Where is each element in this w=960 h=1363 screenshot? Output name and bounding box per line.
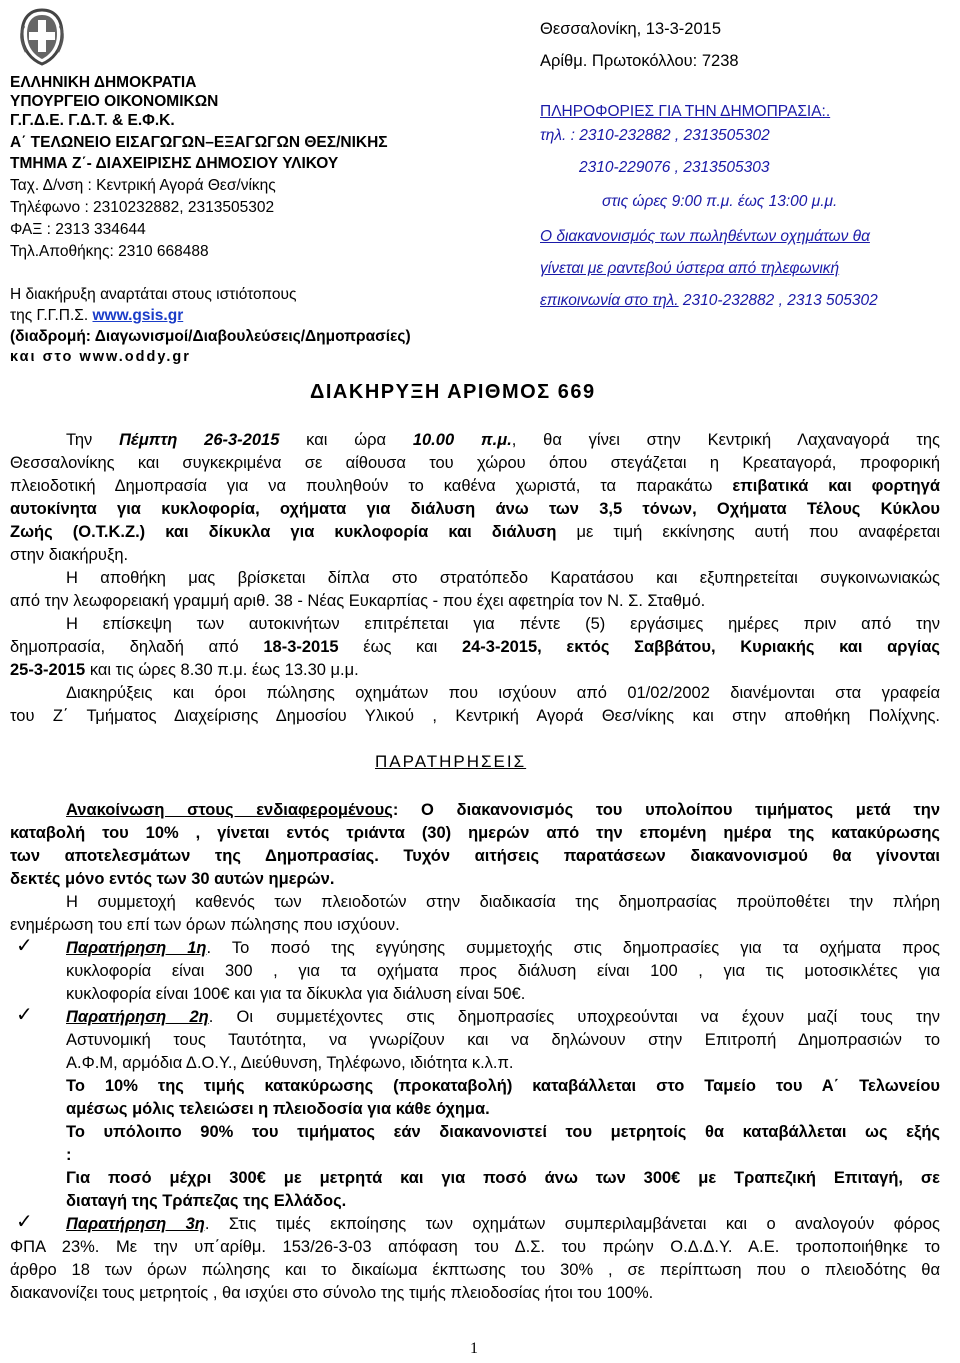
page-number: 1 bbox=[470, 1340, 478, 1357]
para1-line6: στην διακήρυξη. bbox=[10, 546, 129, 564]
info-phone-1: τηλ. : 2310-232882 , 2313505302 bbox=[540, 127, 770, 144]
checkmark-icon: ✓ bbox=[16, 1211, 33, 1233]
para5-line2: ενημέρωση του επί των όρων πώλησης που ισχύουν. bbox=[10, 916, 400, 934]
para1-line2: Θεσσαλονίκης και συγκεκριμένα σε αίθουσα του χώρου όπου στεγάζεται η Κρεαταγορά, προφορική bbox=[10, 454, 940, 472]
info-phone-2: 2310-229076 , 2313505303 bbox=[579, 159, 770, 176]
note2-line1: Παρατήρηση 2η. Οι συμμετέχοντες στις δημοπρασίες υποχρεούνται να έχουν μαζί τους την bbox=[66, 1008, 940, 1026]
note1-line3: κυκλοφορία είναι 100€ και για τα δίκυκλα για διάλυση είναι 50€. bbox=[66, 985, 526, 1003]
document-date: Θεσσαλονίκη, 13-3-2015 bbox=[540, 20, 722, 38]
ministry-name: ΥΠΟΥΡΓΕΙΟ ΟΙΚΟΝΟΜΙΚΩΝ bbox=[10, 93, 219, 110]
note2-bold-line3: Το υπόλοιπο 90% του τιμήματος εάν διακανονιστεί του μετρητοίς θα καταβάλλεται ως εξής bbox=[66, 1123, 940, 1141]
para4-line2: του Ζ΄ Τμήματος Διαχείρισης Δημοσίου Υλικού , Κεντρική Αγορά Θεσ/νίκης και στην αποθήκη Πολίχνης. bbox=[10, 707, 940, 725]
publication-site-label: της Γ.Γ.Π.Σ. bbox=[10, 307, 93, 324]
notice-line3: των αποτελεσμάτων της Δημοπρασίας. Τυχόν αιτήσεις παρατάσεων διακανονισμού θα γίνονται bbox=[10, 847, 940, 865]
proclamation-title: ΔΙΑΚΗΡΥΞΗ ΑΡΙΘΜΟΣ 669 bbox=[310, 381, 596, 403]
customs-office: Α΄ ΤΕΛΩΝΕΙΟ ΕΙΣΑΓΩΓΩΝ–ΕΞΑΓΩΓΩΝ ΘΕΣ/ΝΙΚΗΣ bbox=[10, 134, 388, 151]
note2-line2: Αστυνομική τους Ταυτότητα, να γνωρίζουν και να δηλώνουν στην Επιτροπή Δημοπρασιών το bbox=[66, 1031, 940, 1049]
note2-bold-line5: Για ποσό μέχρι 300€ με μετρητά και για ποσό άνω των 300€ με Τραπεζική Επιταγή, σε bbox=[66, 1169, 940, 1187]
para1-line1: Την Πέμπτη 26-3-2015 και ώρα 10.00 π.μ., θα γίνει στην Κεντρική Λαχαναγορά της bbox=[66, 431, 940, 449]
country-name: ΕΛΛΗΝΙΚΗ ΔΗΜΟΚΡΑΤΙΑ bbox=[10, 74, 197, 91]
note2-bold-line1: Το 10% της τιμής κατακύρωσης (προκαταβολή) καταβάλλεται στο Ταμείο του Α΄ Τελωνείου bbox=[66, 1077, 940, 1095]
note1-line2: κυκλοφορία είναι 300 , για τα οχήματα προς διάλυση είναι 100 , για τις μοτοσικλέτες για bbox=[66, 962, 940, 980]
greek-emblem-logo bbox=[14, 6, 70, 66]
settlement-note-3 bbox=[540, 292, 878, 310]
para5-line1: Η συμμετοχή καθενός των πλειοδοτών στην διαδικασία της δημοπρασίας προϋποθέτει την πλήρη bbox=[66, 893, 940, 911]
department: ΤΜΗΜΑ Ζ΄- ΔΙΑΧΕΙΡΙΣΗΣ ΔΗΜΟΣΙΟΥ ΥΛΙΚΟΥ bbox=[10, 155, 339, 172]
note3-line1: Παρατήρηση 3η. Στις τιμές εκποίησης των οχημάτων συμπεριλαμβάνεται και ο αναλογούν φόρος bbox=[66, 1215, 940, 1233]
notice-line2: καταβολή του 10% , γίνεται εντός τριάντα (30) ημερών από την επομένη ημέρα της κατακύρωσης bbox=[10, 824, 940, 842]
para3-line1: Η επίσκεψη των αυτοκινήτων επιτρέπεται για πέντε (5) εργάσιμες ημέρες πριν από την bbox=[66, 615, 940, 633]
settlement-note-3-phones: 2310-232882 , 2313 505302 bbox=[678, 292, 878, 309]
publication-note: Η διακήρυξη αναρτάται στους ιστιότοπους bbox=[10, 286, 297, 303]
publication-path: (διαδρομή: Διαγωνισμοί/Διαβουλεύσεις/Δημοπρασίες) bbox=[10, 328, 411, 345]
protocol-number: Αρίθμ. Πρωτοκόλλου: 7238 bbox=[540, 52, 739, 70]
para4-line1: Διακηρύξεις και όροι πώλησης οχημάτων που ισχύουν από 01/02/2002 διανέμονται στα γραφεία bbox=[66, 684, 940, 702]
checkmark-icon: ✓ bbox=[16, 935, 33, 957]
note3-line3: άρθρο 18 των όρων πώλησης και το δικαίωμα έκπτωσης του 30% , σε περίπτωση που ο πλειοδότης θα bbox=[10, 1261, 940, 1279]
note2-bold-line2: αμέσως μόλις τελειώσει η πλειοδοσία για κάθε όχημα. bbox=[66, 1100, 490, 1118]
note3-line2: ΦΠΑ 23%. Με την υπ΄αρίθμ. 153/26-3-03 απόφαση του Δ.Σ. του πρώην Ο.Δ.Δ.Υ. Α.Ε. τροποποιήθηκε το bbox=[10, 1238, 940, 1256]
warehouse-phone: Τηλ.Αποθήκης: 2310 668488 bbox=[10, 243, 209, 260]
note2-line3: Α.Φ.Μ, αρμόδια Δ.Ο.Υ., Διεύθυνση, Τηλέφωνο, ιδιότητα κ.λ.π. bbox=[66, 1054, 514, 1072]
info-hours: στις ώρες 9:00 π.μ. έως 13:00 μ.μ. bbox=[602, 193, 838, 210]
note3-line4: διακανονίζει τους μετρητοίς , θα ισχύει στο σύνολο της τιμής πλειοδοσίας ήτοι του 100%. bbox=[10, 1284, 654, 1302]
para3-line2: δημοπρασία, δηλαδή από 18-3-2015 έως και 24-3-2015, εκτός Σαββάτου, Κυριακής και αργίας bbox=[10, 638, 940, 656]
phone-numbers: Τηλέφωνο : 2310232882, 2313505302 bbox=[10, 199, 275, 216]
settlement-note-2: γίνεται με ραντεβού ύστερα από τηλεφωνική bbox=[540, 260, 840, 277]
directorate: Γ.Γ.Δ.Ε. Γ.Δ.Τ. & Ε.Φ.Κ. bbox=[10, 112, 175, 129]
remarks-title: ΠΑΡΑΤΗΡΗΣΕΙΣ bbox=[375, 752, 527, 771]
para1-line4: αυτοκίνητα για κυκλοφορία, οχήματα για διάλυση άνω των 3,5 τόνων, Οχήματα Τέλους Κύκλου bbox=[10, 500, 940, 518]
notice-line1: Ανακοίνωση στους ενδιαφερομένους: Ο διακανονισμός του υπολοίπου τιμήματος μετά την bbox=[66, 801, 940, 819]
checkmark-icon: ✓ bbox=[16, 1004, 33, 1026]
info-title: ΠΛΗΡΟΦΟΡΙΕΣ ΓΙΑ ΤΗΝ ΔΗΜΟΠΡΑΣΙΑ:. bbox=[540, 103, 831, 120]
para2-line2: από την λεωφορειακή γραμμή αριθ. 38 - Νέας Ευκαρπίας - που έχει αφετηρία τον Ν. Σ. Σταθμό. bbox=[10, 592, 706, 610]
settlement-note-3-label: επικοινωνία στο τηλ. bbox=[540, 292, 679, 309]
publication-site bbox=[10, 306, 183, 325]
para1-line3: πλειοδοτική Δημοπρασία για να πουληθούν το καθένα χωριστά, τα παρακάτω επιβατικά και φορτηγά bbox=[10, 477, 940, 495]
notice-line4: δεκτές μόνο εντός των 30 αυτών ημερών. bbox=[10, 870, 335, 888]
oddy-site: και στο www.oddy.gr bbox=[10, 349, 191, 365]
postal-address: Ταχ. Δ/νση : Κεντρική Αγορά Θεσ/νίκης bbox=[10, 177, 276, 194]
gsis-link[interactable]: www.gsis.gr bbox=[92, 307, 184, 324]
para3-line3: 25-3-2015 και τις ώρες 8.30 π.μ. έως 13.30 μ.μ. bbox=[10, 661, 359, 679]
para2-line1: Η αποθήκη μας βρίσκεται δίπλα στο στρατόπεδο Καρατάσου και εξυπηρετείται συγκοινωνιακώς bbox=[66, 569, 940, 587]
para1-line5: Ζωής (Ο.Τ.Κ.Ζ.) και δίκυκλα για κυκλοφορία και διάλυση με τιμή εκκίνησης αυτή που αναφέρεται bbox=[10, 523, 941, 541]
settlement-note-1: Ο διακανονισμός των πωληθέντων οχημάτων θα bbox=[540, 228, 870, 245]
note2-bold-line6: διαταγή της Τράπεζας της Ελλάδος. bbox=[66, 1192, 347, 1210]
fax-number: ΦΑΞ : 2313 334644 bbox=[10, 221, 146, 238]
note1-line1: Παρατήρηση 1η. Το ποσό της εγγύησης συμμετοχής στις δημοπρασίες για τα οχήματα προς bbox=[66, 939, 940, 957]
note2-bold-line4: : bbox=[66, 1146, 72, 1164]
